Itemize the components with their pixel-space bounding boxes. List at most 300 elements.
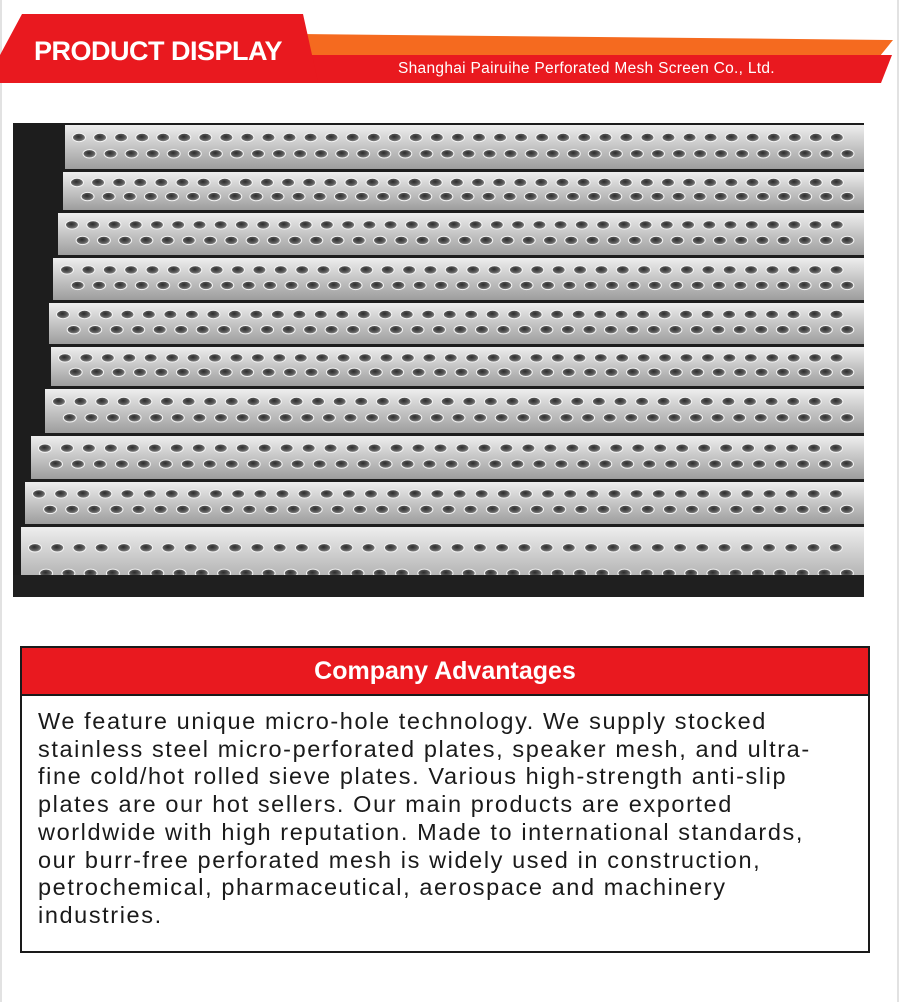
hole (239, 326, 252, 334)
hole (336, 150, 349, 158)
hole (607, 544, 620, 552)
hole (250, 192, 263, 200)
hole (365, 490, 378, 498)
hole (606, 281, 619, 289)
hole (553, 505, 566, 513)
hole (172, 221, 185, 229)
hole (135, 281, 148, 289)
hole (627, 281, 640, 289)
hole (766, 310, 779, 318)
hole (767, 133, 780, 141)
hole (652, 490, 665, 498)
hole (637, 310, 650, 318)
hole (443, 310, 456, 318)
hole (610, 444, 623, 452)
hole (381, 266, 394, 274)
hole (268, 397, 281, 405)
banner-orange-stripe (300, 34, 893, 56)
hole (533, 221, 546, 229)
hole (620, 133, 633, 141)
hole (314, 310, 327, 318)
hole (118, 544, 131, 552)
hole (565, 236, 578, 244)
hole (132, 505, 145, 513)
hole (143, 490, 156, 498)
hole (718, 544, 731, 552)
hole (325, 133, 338, 141)
hole (261, 178, 274, 186)
hole (787, 310, 800, 318)
hole (230, 150, 243, 158)
plank-7 (45, 389, 864, 433)
hole (104, 444, 117, 452)
hole (395, 236, 408, 244)
hole (798, 326, 811, 334)
hole (380, 354, 393, 362)
hole (166, 354, 179, 362)
hole (544, 444, 557, 452)
hole (564, 490, 577, 498)
hole (110, 505, 123, 513)
hole (763, 490, 776, 498)
hole (204, 236, 217, 244)
hole (672, 192, 685, 200)
hole (669, 326, 682, 334)
hole (61, 444, 74, 452)
hole (331, 236, 344, 244)
hole (509, 266, 522, 274)
hole (787, 266, 800, 274)
hole (309, 505, 322, 513)
hole (274, 266, 287, 274)
hole (809, 178, 822, 186)
hole (476, 326, 489, 334)
hole (731, 460, 744, 468)
hole (665, 460, 678, 468)
hole (140, 236, 153, 244)
hole (562, 368, 575, 376)
hole (575, 221, 588, 229)
hole (193, 221, 206, 229)
hole (424, 266, 437, 274)
hole (262, 133, 275, 141)
hole (797, 460, 810, 468)
hole (735, 236, 748, 244)
hole (312, 397, 325, 405)
hole (247, 460, 260, 468)
hole (384, 544, 397, 552)
hole (355, 397, 368, 405)
hole (604, 326, 617, 334)
hole (411, 326, 424, 334)
hole (392, 281, 405, 289)
hole (101, 354, 114, 362)
hole (744, 310, 757, 318)
hole (199, 133, 212, 141)
hole (483, 150, 496, 158)
hole (605, 368, 618, 376)
hole (799, 150, 812, 158)
hole (690, 326, 703, 334)
plank-6 (51, 347, 864, 386)
hole (261, 326, 274, 334)
floor-shadow (13, 575, 864, 597)
hole (560, 414, 573, 422)
hole (176, 178, 189, 186)
hole (271, 310, 284, 318)
hole (344, 414, 357, 422)
hole (621, 460, 634, 468)
hole (830, 354, 843, 362)
hole (808, 397, 821, 405)
hole (703, 221, 716, 229)
plank-1 (65, 125, 864, 169)
hole (503, 192, 516, 200)
hole (736, 150, 749, 158)
hole (280, 444, 293, 452)
hole (788, 221, 801, 229)
hole (151, 221, 164, 229)
hole (674, 490, 687, 498)
hole (221, 505, 234, 513)
hole (73, 133, 86, 141)
hole (44, 505, 57, 513)
hole (387, 178, 400, 186)
hole (683, 178, 696, 186)
hole (93, 460, 106, 468)
hole (153, 326, 166, 334)
hole (87, 221, 100, 229)
hole (388, 133, 401, 141)
hole (809, 354, 822, 362)
hole (292, 192, 305, 200)
hole (357, 460, 370, 468)
hole (830, 178, 843, 186)
hole (199, 505, 212, 513)
hole (574, 266, 587, 274)
hole (55, 490, 68, 498)
hole (841, 326, 854, 334)
hole (71, 281, 84, 289)
hole (29, 544, 42, 552)
perforated-plates-illustration (13, 123, 864, 597)
hole (271, 192, 284, 200)
hole (467, 266, 480, 274)
hole (524, 192, 537, 200)
hole (786, 444, 799, 452)
hole (577, 460, 590, 468)
hole (456, 281, 469, 289)
hole (66, 505, 79, 513)
hole (582, 414, 595, 422)
hole (452, 414, 465, 422)
hole (444, 354, 457, 362)
hole (320, 490, 333, 498)
hole (725, 133, 738, 141)
hole (390, 326, 403, 334)
hole (132, 326, 145, 334)
hole (57, 310, 70, 318)
hole (711, 414, 724, 422)
hole (243, 505, 256, 513)
hole (585, 544, 598, 552)
hole (440, 192, 453, 200)
hole (725, 178, 738, 186)
plank-4 (53, 258, 864, 300)
hole (788, 178, 801, 186)
hole (230, 354, 243, 362)
hole (563, 281, 576, 289)
hole (265, 505, 278, 513)
hole (713, 281, 726, 289)
hole (398, 397, 411, 405)
hole (121, 310, 134, 318)
hole (306, 281, 319, 289)
hole (316, 354, 329, 362)
hole (597, 221, 610, 229)
hole (155, 368, 168, 376)
hole (241, 368, 254, 376)
hole (117, 397, 130, 405)
hole (356, 192, 369, 200)
hole (575, 505, 588, 513)
hole (702, 354, 715, 362)
hole (461, 192, 474, 200)
hole (663, 505, 676, 513)
hole (830, 221, 843, 229)
hole (486, 505, 499, 513)
hole (236, 414, 249, 422)
hole (819, 414, 832, 422)
hole (82, 444, 95, 452)
hole (452, 133, 465, 141)
hole (283, 133, 296, 141)
hole (618, 221, 631, 229)
product-photo (13, 123, 864, 597)
hole (203, 460, 216, 468)
hole (841, 236, 854, 244)
hole (357, 150, 370, 158)
hole (680, 310, 693, 318)
hole (455, 368, 468, 376)
hole (387, 490, 400, 498)
company-name: Shanghai Pairuihe Perforated Mesh Screen Co., Ltd. (398, 60, 775, 77)
hole (487, 354, 500, 362)
hole (214, 221, 227, 229)
hole (776, 414, 789, 422)
hole (840, 505, 853, 513)
hole (176, 368, 189, 376)
hole (702, 266, 715, 274)
hole (144, 192, 157, 200)
hole (592, 397, 605, 405)
hole (102, 192, 115, 200)
hole (745, 266, 758, 274)
hole (651, 544, 664, 552)
hole (347, 326, 360, 334)
hole (157, 281, 170, 289)
hole (413, 281, 426, 289)
hole (239, 178, 252, 186)
hole (80, 354, 93, 362)
hole (609, 150, 622, 158)
hole (429, 178, 442, 186)
hole (453, 490, 466, 498)
hole (273, 544, 286, 552)
hole (50, 460, 63, 468)
hole (531, 505, 544, 513)
hole (671, 236, 684, 244)
hole (451, 544, 464, 552)
hole (123, 192, 136, 200)
hole (422, 310, 435, 318)
hole (472, 178, 485, 186)
hole (407, 544, 420, 552)
hole (279, 414, 292, 422)
hole (830, 397, 843, 405)
hole (162, 544, 175, 552)
hole (241, 133, 254, 141)
hole (412, 444, 425, 452)
hole (325, 326, 338, 334)
hole (746, 178, 759, 186)
hole (700, 397, 713, 405)
hole (150, 414, 163, 422)
hole (252, 150, 265, 158)
hole (161, 236, 174, 244)
hole (155, 178, 168, 186)
hole (755, 326, 768, 334)
hole (462, 150, 475, 158)
hole (345, 178, 358, 186)
hole (214, 444, 227, 452)
hole (766, 354, 779, 362)
hole (540, 544, 553, 552)
hole (435, 281, 448, 289)
hole (369, 368, 382, 376)
hole (401, 460, 414, 468)
hole (184, 544, 197, 552)
hole (722, 397, 735, 405)
hole (841, 368, 854, 376)
hole (113, 178, 126, 186)
hole (636, 397, 649, 405)
hole (651, 192, 664, 200)
hole (518, 544, 531, 552)
hole (577, 178, 590, 186)
hole (232, 490, 245, 498)
hole (374, 236, 387, 244)
hole (304, 326, 317, 334)
hole (528, 397, 541, 405)
hole (691, 281, 704, 289)
hole (588, 444, 601, 452)
hole (734, 281, 747, 289)
hole (519, 326, 532, 334)
hole (500, 444, 513, 452)
hole (830, 133, 843, 141)
hole (77, 490, 90, 498)
hole (459, 236, 472, 244)
hole (409, 133, 422, 141)
hole (448, 221, 461, 229)
plank-9 (25, 482, 864, 524)
hole (273, 150, 286, 158)
hole (652, 150, 665, 158)
hole (809, 221, 822, 229)
hole (182, 236, 195, 244)
hole (819, 281, 832, 289)
hole (573, 354, 586, 362)
page-frame-left (0, 0, 2, 1002)
hole (293, 310, 306, 318)
hole (488, 266, 501, 274)
hole (33, 490, 46, 498)
hole (379, 310, 392, 318)
hole (99, 490, 112, 498)
hole (207, 310, 220, 318)
hole (474, 414, 487, 422)
hole (674, 544, 687, 552)
hole (167, 266, 180, 274)
hole (125, 150, 138, 158)
hole (607, 236, 620, 244)
hole (154, 505, 167, 513)
hole (187, 354, 200, 362)
hole (420, 505, 433, 513)
hole (96, 397, 109, 405)
hole (567, 192, 580, 200)
hole (148, 444, 161, 452)
hole (346, 444, 359, 452)
hole (584, 281, 597, 289)
hole (110, 326, 123, 334)
hole (403, 266, 416, 274)
hole (808, 444, 821, 452)
hole (144, 354, 157, 362)
hole (159, 460, 172, 468)
hole (387, 414, 400, 422)
hole (193, 414, 206, 422)
hole (478, 444, 491, 452)
hole (322, 414, 335, 422)
hole (376, 397, 389, 405)
hole (551, 354, 564, 362)
hole (777, 281, 790, 289)
hole (701, 310, 714, 318)
hole (89, 326, 102, 334)
hole (757, 150, 770, 158)
plank-5 (49, 303, 864, 344)
hole (670, 281, 683, 289)
hole (465, 310, 478, 318)
hole (178, 281, 191, 289)
hole (301, 414, 314, 422)
hole (384, 221, 397, 229)
hole (357, 310, 370, 318)
hole (627, 368, 640, 376)
hole (567, 150, 580, 158)
hole (755, 281, 768, 289)
hole (744, 397, 757, 405)
hole (181, 460, 194, 468)
hole (694, 150, 707, 158)
hole (619, 178, 632, 186)
hole (337, 354, 350, 362)
hole (209, 354, 222, 362)
hole (376, 505, 389, 513)
hole (719, 490, 732, 498)
